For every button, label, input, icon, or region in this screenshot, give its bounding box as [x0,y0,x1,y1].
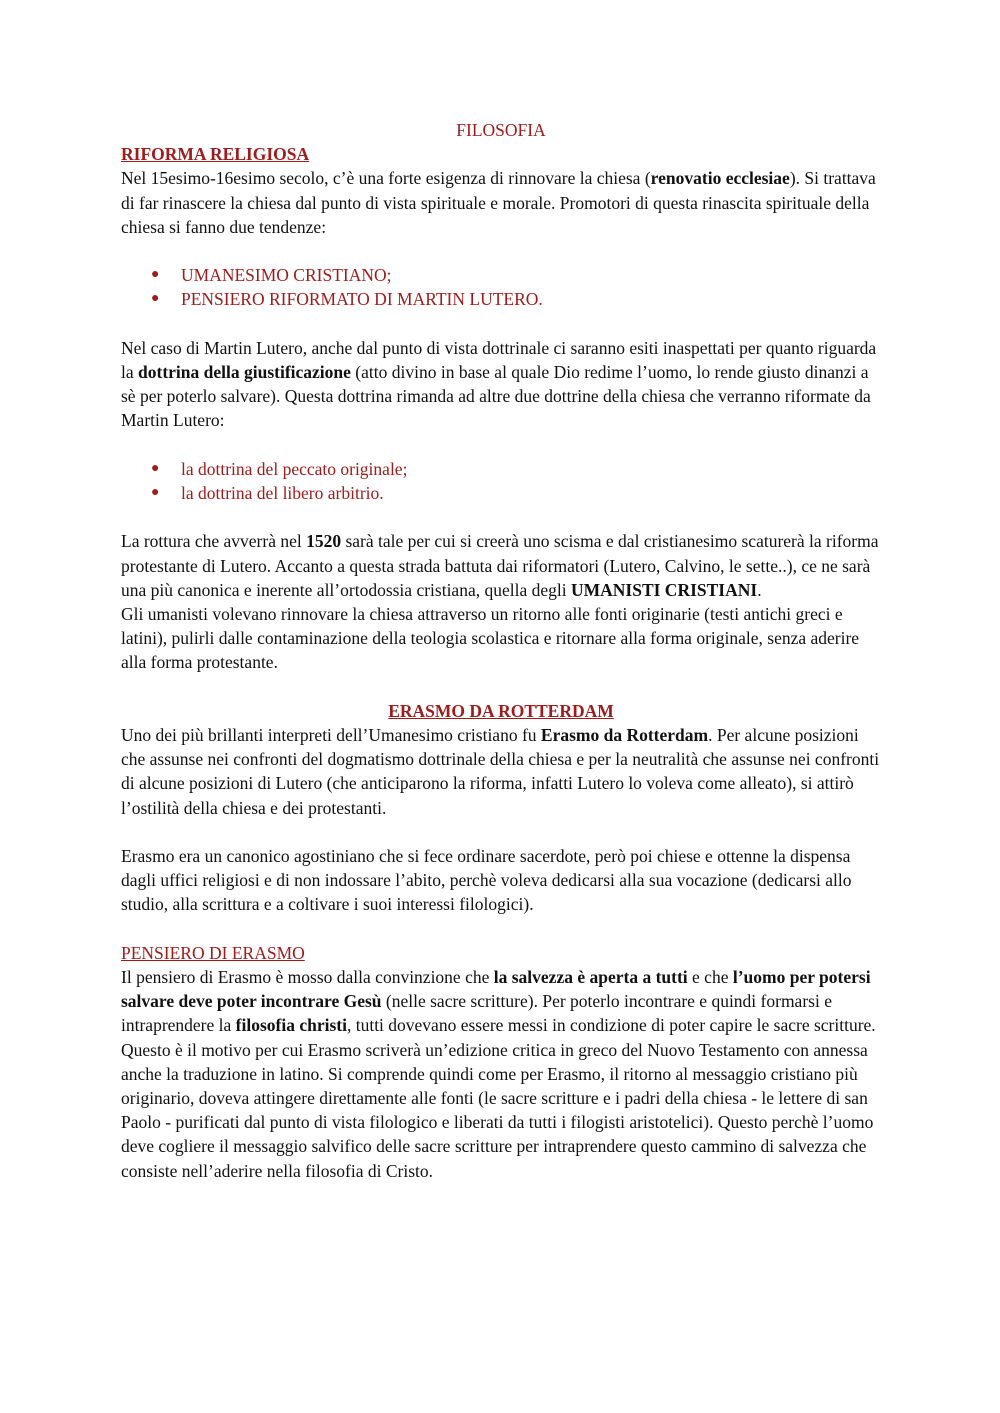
text-span: . Per alcune posizioni che assunse nei confronti del dogmatismo dottrinale della chiesa e per la neutralità che assunse nei confronti di alcune posizioni di Lutero (che anticiparono la riforma, infatti Lutero lo voleva come alleato), si attirò l’ostilità della chiesa e dei protestanti. [121,725,880,818]
paragraph-lutero [121,336,881,433]
paragraph-erasmo-intro [121,723,881,820]
list-item-label: la dottrina del peccato originale; [181,458,408,479]
text-span: Il pensiero di Erasmo è mosso dalla convinzione che [121,967,494,987]
list-dottrine [121,457,881,505]
bullet-dot-icon: ● [151,267,160,283]
bullet-dot-icon: ● [151,460,160,476]
bold-term: la salvezza è aperta a tutti [493,967,688,987]
text-span: ). Si trattava di far rinascere la chiesa dal punto di vista spirituale e morale. Promotori di questa rinascita spirituale della chiesa si fanno due tendenze: [121,168,876,237]
paragraph-intro [121,166,881,239]
list-item [151,457,881,481]
bold-term: renovatio ecclesiae [650,168,790,189]
bold-term: 1520 [306,531,342,552]
text-span: , tutti dovevano essere messi in condizione di poter capire le sacre scritture. Questo è il motivo per cui Erasmo scriverà un’edizione critica in greco del Nuovo Testamento con annessa anche la traduzione in latino. Si comprende quindi come per Erasmo, il ritorno al messaggio cristiano più originario, doveva attingere direttamente alle fonti (le sacre scritture e i padri della chiesa - le lettere di san Paolo - purificati dal punto di vista filologico e liberati da tutti i filogisti aristotelici). Questo perchè l’uomo deve cogliere il messaggio salvifico delle sacre scritture per intraprendere questo cammino di salvezza che consiste nell’aderire nella filosofia di Cristo. [121,1015,876,1181]
text-span: (nelle sacre scritture). Per poterlo incontrare e quindi formarsi e intraprendere la [121,991,832,1036]
list-item [151,287,881,311]
list-item-label: UMANESIMO CRISTIANO; [181,265,392,286]
list-item-label: PENSIERO RIFORMATO DI MARTIN LUTERO. [181,289,543,310]
text-span: sarà tale per cui si creerà uno scisma e dal cristianesimo scaturerà la riforma protestante di Lutero. Accanto a questa strada battuta dai riformatori (Lutero, Calvino, le sette..), ce ne sarà una più canonica e inerente all’ortodossia cristiana, quella degli [121,531,879,600]
paragraph-erasmo-vita: Erasmo era un canonico agostiniano che si fece ordinare sacerdote, però poi chiese e ottenne la dispensa dagli uffici religiosi e di non indossare l’abito, perchè voleva dedicarsi alla sua vocazione (dedicarsi allo studio, alla scrittura e a coltivare i suoi interessi filologici). [121,846,852,915]
text-span: La rottura che avverrà nel [121,531,307,552]
list-item [151,263,881,287]
text-span: . [757,579,762,600]
bold-term: dottrina della giustificazione [138,362,351,382]
heading-pensiero-erasmo: PENSIERO DI ERASMO [121,942,305,963]
heading-riforma-religiosa: RIFORMA RELIGIOSA [121,144,310,165]
bold-term: Erasmo da Rotterdam [540,725,709,745]
bold-term: filosofia christi [235,1015,347,1036]
text-span: (atto divino in base al quale Dio redime l’uomo, lo rende giusto dinanzi a sè per poterlo salvare). Questa dottrina rimanda ad altre due dottrine della chiesa che verranno riformate da Martin Lutero: [121,362,871,431]
text-span: Nel 15esimo-16esimo secolo, c’è una forte esigenza di rinnovare la chiesa ( [121,168,651,189]
paragraph-rottura [121,529,881,602]
list-tendenze [121,263,881,311]
text-span: Nel caso di Martin Lutero, anche dal punto di vista dottrinale ci saranno esiti inaspettati per quanto riguarda la [121,337,877,382]
paragraph-umanisti: Gli umanisti volevano rinnovare la chiesa attraverso un ritorno alle fonti originarie (testi antichi greci e latini), pulirli dalle contaminazione della teologia scolastica e ritornare alla forma originale, senza aderire alla forma protestante. [121,604,860,673]
bullet-dot-icon: ● [151,485,160,500]
list-item-label: la dottrina del libero arbitrio. [181,483,384,503]
list-item [151,481,881,505]
document-page [121,118,881,1183]
text-span: Uno dei più brillanti interpreti dell’Umanesimo cristiano fu [121,725,541,745]
document-title: FILOSOFIA [456,120,546,140]
heading-erasmo: ERASMO DA ROTTERDAM [388,700,614,721]
bold-term: UMANISTI CRISTIANI [570,579,758,600]
text-span: e che [687,967,733,987]
paragraph-pensiero [121,965,881,1183]
bold-term: l’uomo per potersi salvare deve poter incontrare Gesù [121,967,871,1012]
bullet-dot-icon: ● [151,291,160,307]
